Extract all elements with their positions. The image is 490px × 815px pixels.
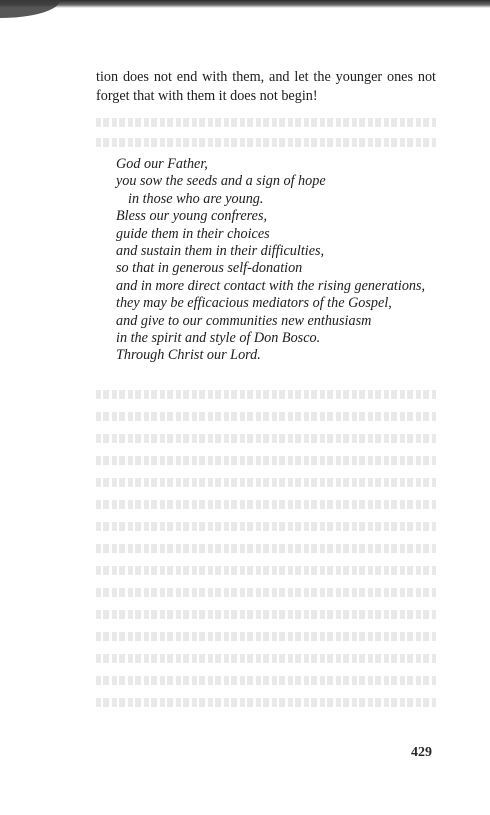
prayer-line: God our Father, — [116, 156, 208, 172]
show-through-text — [96, 654, 436, 663]
prayer-line: you sow the seeds and a sign of hope — [116, 173, 326, 190]
show-through-text — [96, 500, 436, 509]
prayer-line: they may be efficacious mediators of the Gospel, — [116, 295, 392, 312]
show-through-text — [96, 566, 436, 575]
show-through-text — [96, 456, 436, 465]
show-through-text — [96, 610, 436, 619]
show-through-text — [96, 698, 436, 707]
show-through-text — [96, 478, 436, 487]
prayer-block — [116, 156, 436, 365]
show-through-text — [96, 632, 436, 641]
prayer-line: and sustain them in their difficulties, — [116, 243, 325, 260]
show-through-text — [96, 434, 436, 443]
scan-page-curl — [0, 0, 60, 18]
prayer-line: Through Christ our Lord. — [116, 347, 261, 364]
show-through-text — [96, 138, 436, 147]
prayer-line: in those who are young. — [128, 190, 264, 207]
show-through-text — [96, 676, 436, 685]
show-through-text — [96, 412, 436, 421]
show-through-text — [96, 522, 436, 531]
prayer-line: and give to our communities new enthusiasm — [116, 312, 372, 329]
show-through-text — [96, 390, 436, 399]
prayer-line: so that in generous self-donation — [116, 260, 303, 277]
intro-paragraph: tion does not end with them, and let the younger ones not forget that with them it does not begin! — [96, 69, 436, 104]
prayer-line: and in more direct contact with the rising generations, — [116, 277, 426, 294]
prayer-line: guide them in their choices — [116, 225, 270, 242]
prayer-line: Bless our young confreres, — [116, 208, 268, 225]
scan-top-edge — [0, 0, 490, 8]
prayer-line: in the spirit and style of Don Bosco. — [116, 330, 321, 347]
book-page — [96, 60, 436, 780]
show-through-text — [96, 544, 436, 553]
page-number: 429 — [411, 745, 432, 760]
show-through-text — [96, 588, 436, 597]
show-through-text — [96, 118, 436, 127]
